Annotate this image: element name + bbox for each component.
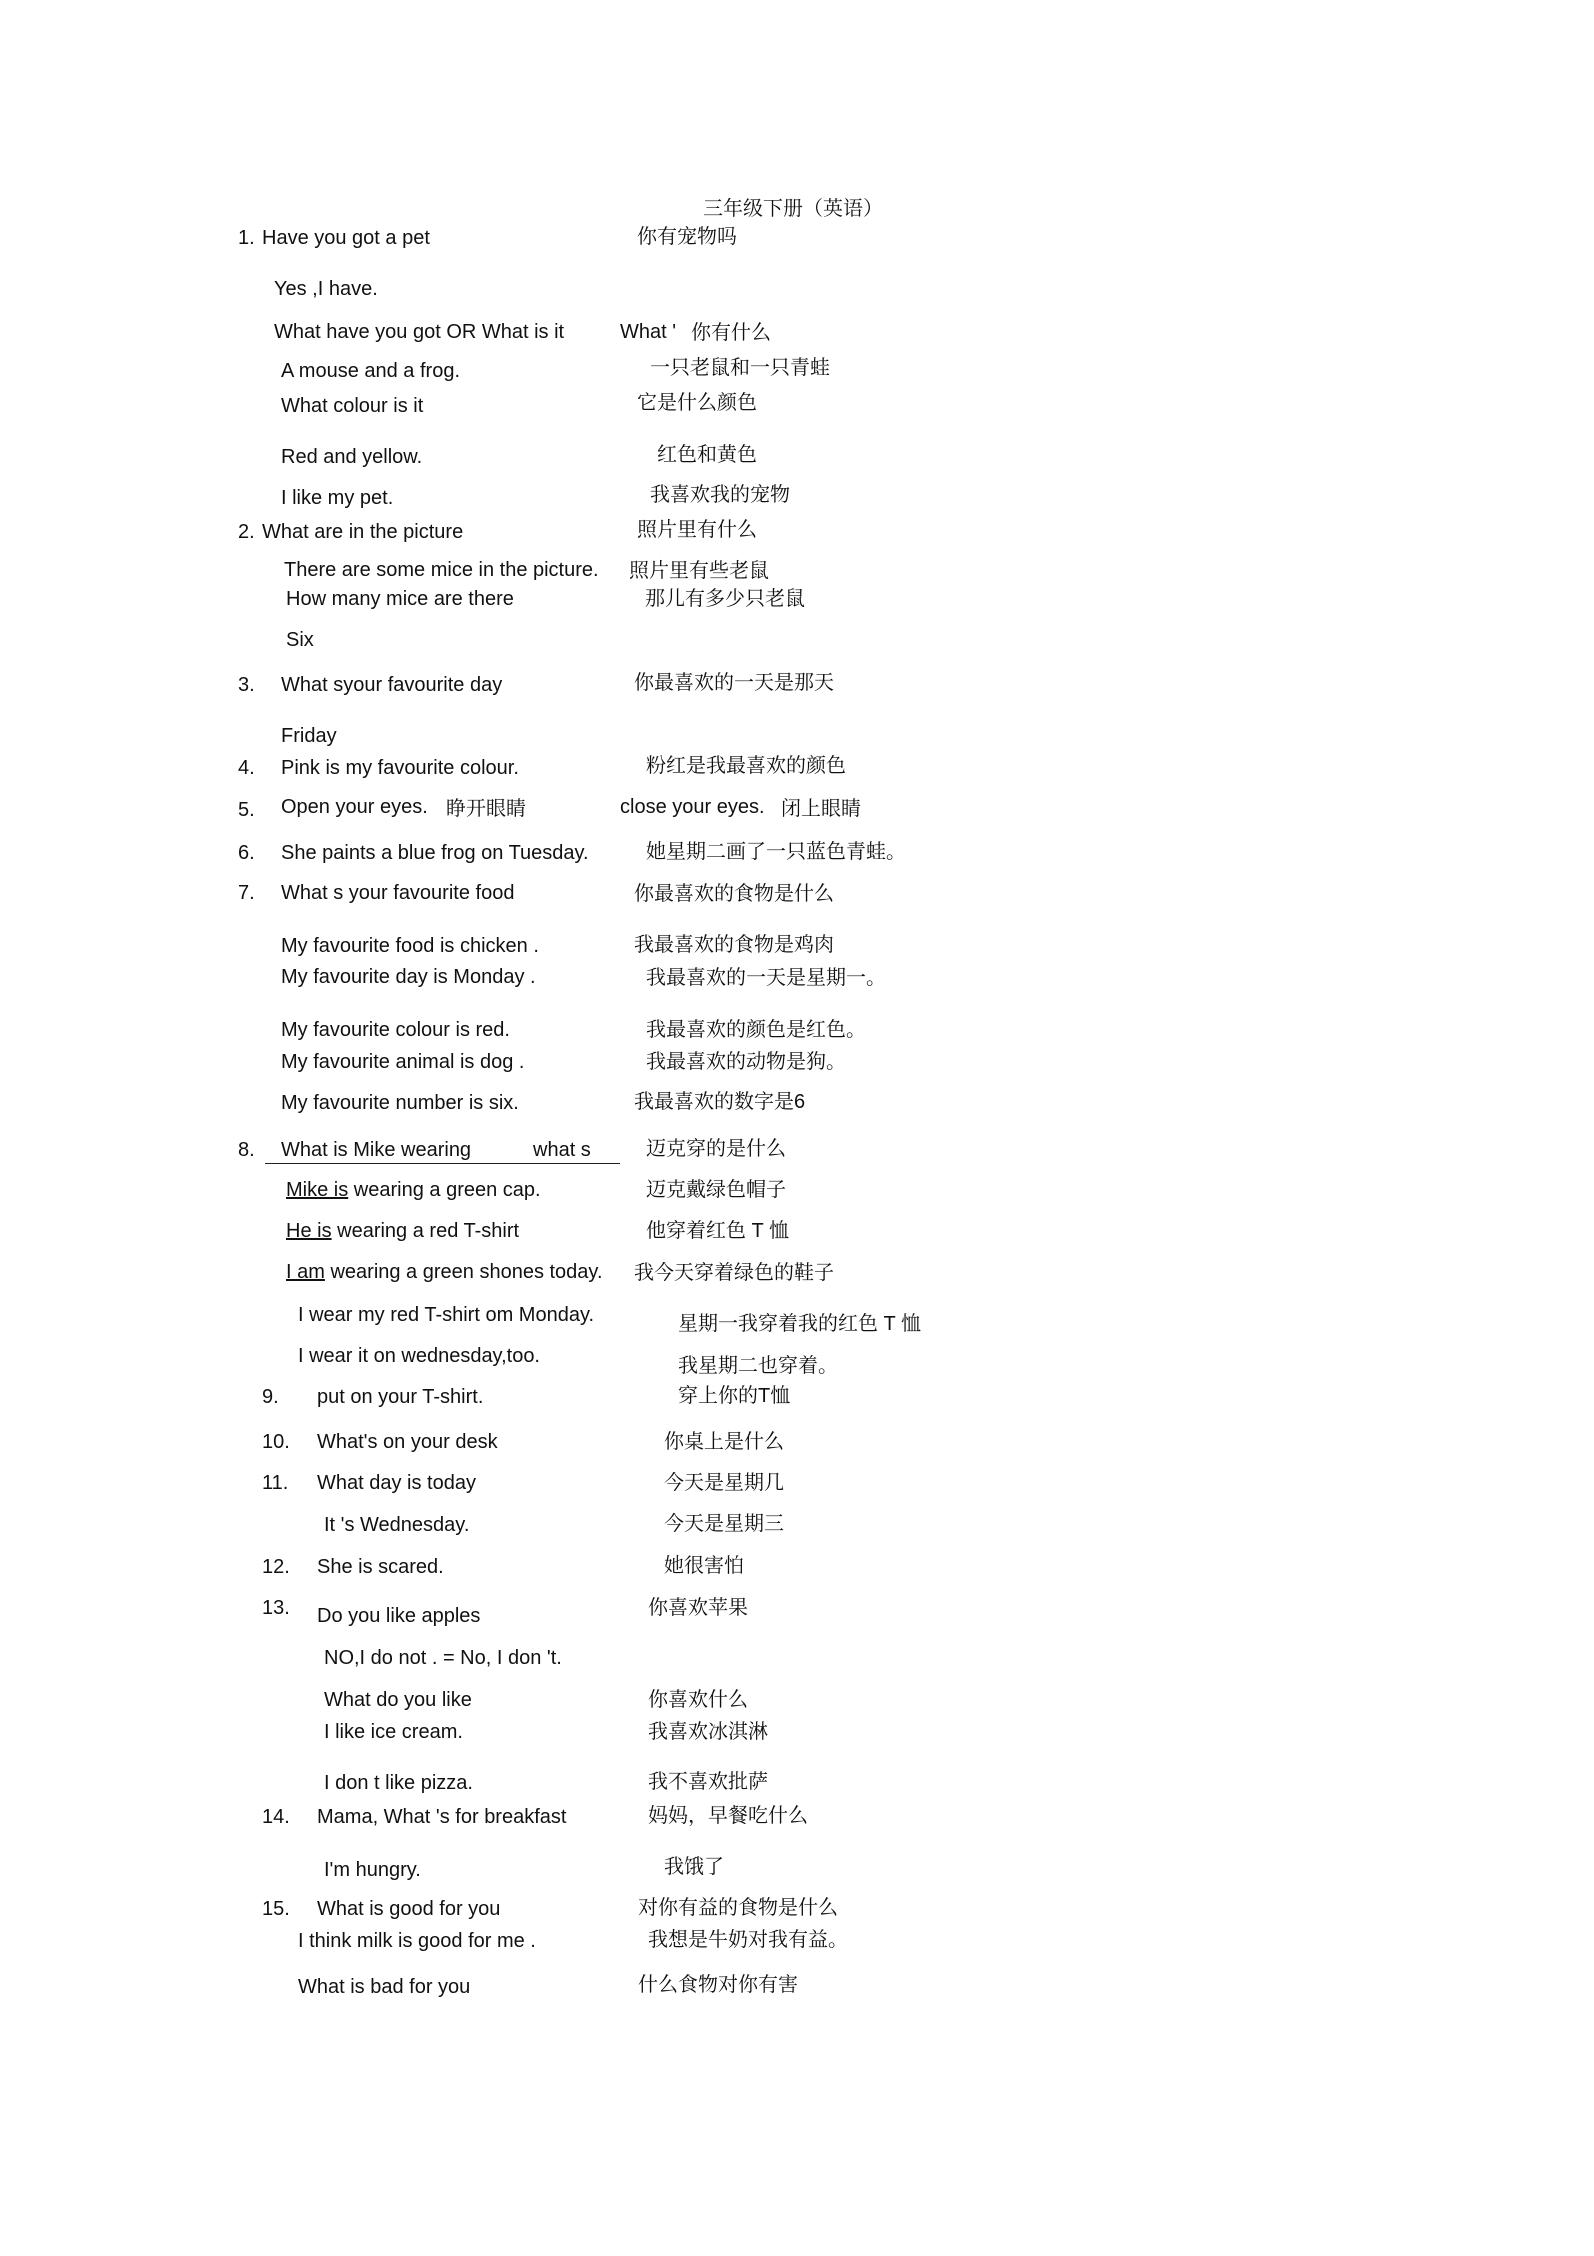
english-line-rest: wearing a red T-shirt [331,1220,520,1242]
english-line: put on your T-shirt. [317,1386,484,1408]
english-line [286,1221,519,1241]
english-line: What is Mike wearing [281,1139,472,1161]
english-line: I'm hungry. [324,1859,421,1881]
item-number: 1. [238,227,255,249]
chinese-line: 粉红是我最喜欢的颜色 [646,755,846,777]
chinese-line: 我喜欢我的宠物 [650,484,790,506]
chinese-line: 我星期二也穿着。 [678,1355,838,1377]
item-number: 2. [238,521,255,543]
english-line: A mouse and a frog. [281,360,461,382]
english-line: Have you got a pet [262,227,430,249]
item-number: 10. [262,1431,290,1453]
english-line: How many mice are there [286,588,514,610]
chinese-line: 我想是牛奶对我有益。 [648,1929,848,1951]
chinese-line: 她很害怕 [664,1555,744,1577]
english-line: Pink is my favourite colour. [281,757,519,779]
english-line: I like ice cream. [324,1721,463,1743]
chinese-line: 你有宠物吗 [637,226,737,248]
item-number: 4. [238,757,255,779]
english-line: What syour favourite day [281,674,503,696]
english-line: What ' [620,321,677,343]
chinese-line: 我最喜欢的数字是6 [634,1091,806,1113]
english-line: I wear my red T-shirt om Monday. [298,1304,595,1326]
chinese-line: 我最喜欢的动物是狗。 [646,1051,846,1073]
english-line: I like my pet. [281,487,394,509]
english-line: My favourite animal is dog . [281,1051,525,1073]
item-number: 3. [238,674,255,696]
chinese-line: 我最喜欢的食物是鸡肉 [634,934,834,956]
chinese-line: 它是什么颜色 [637,392,757,414]
english-line: My favourite food is chicken . [281,935,539,957]
english-line: My favourite day is Monday . [281,966,536,988]
item-number: 7. [238,882,255,904]
item-number: 12. [262,1556,290,1578]
item-number: 6. [238,842,255,864]
chinese-line: 你桌上是什么 [664,1431,784,1453]
chinese-line: 照片里有些老鼠 [629,560,769,582]
english-line: Do you like apples [317,1605,481,1627]
english-line: close your eyes. [620,796,765,818]
chinese-line: 闭上眼睛 [781,798,861,820]
english-line: My favourite colour is red. [281,1019,510,1041]
english-line: I don t like pizza. [324,1772,473,1794]
english-line: Friday [281,725,337,747]
english-line: What is bad for you [298,1976,471,1998]
english-line: Mama, What 's for breakfast [317,1806,567,1828]
chinese-line: 你有什么 [691,322,771,344]
english-line: What day is today [317,1472,476,1494]
chinese-line: 他穿着红色 T 恤 [646,1220,789,1242]
english-line: My favourite number is six. [281,1092,519,1114]
item-number: 8. [238,1139,255,1161]
english-line [286,1180,541,1200]
chinese-line: 什么食物对你有害 [638,1974,798,1996]
chinese-line: 我最喜欢的颜色是红色。 [646,1019,866,1041]
english-line: Open your eyes. [281,796,428,818]
english-line: There are some mice in the picture. [284,559,599,581]
chinese-line: 星期一我穿着我的红色 T 恤 [678,1313,921,1335]
chinese-line: 你喜欢什么 [648,1689,748,1711]
item-number: 11. [262,1472,289,1494]
chinese-line: 红色和黄色 [657,444,757,466]
chinese-line: 我最喜欢的一天是星期一。 [646,967,886,989]
chinese-line: 我饿了 [664,1856,724,1878]
english-line: What have you got OR What is it [274,321,565,343]
item-number: 15. [262,1898,290,1920]
page-title: 三年级下册（英语） [703,198,883,220]
chinese-line: 迈克穿的是什么 [646,1138,786,1160]
chinese-line: 我不喜欢批萨 [648,1771,768,1793]
item-number: 9. [262,1386,279,1408]
chinese-line: 那儿有多少只老鼠 [645,588,805,610]
chinese-line: 我喜欢冰淇淋 [648,1721,768,1743]
underlined-subject: I am [286,1261,325,1283]
english-line: She is scared. [317,1556,444,1578]
chinese-line: 迈克戴绿色帽子 [646,1179,786,1201]
english-line: Six [286,629,314,651]
english-line: She paints a blue frog on Tuesday. [281,842,589,864]
chinese-line: 睁开眼睛 [446,798,526,820]
english-line: What are in the picture [262,521,464,543]
english-line: Yes ,I have. [274,278,378,300]
item-number: 5. [238,799,255,821]
english-line: what s [533,1139,591,1161]
chinese-line: 今天是星期几 [664,1472,784,1494]
underlined-subject: He is [286,1220,332,1242]
chinese-line: 她星期二画了一只蓝色青蛙。 [646,841,906,863]
chinese-line: 对你有益的食物是什么 [638,1897,838,1919]
english-line-rest: wearing a green cap. [348,1179,541,1201]
chinese-line: 今天是星期三 [664,1513,784,1535]
english-line: Red and yellow. [281,446,423,468]
english-line: I think milk is good for me . [298,1930,536,1952]
item-number: 14. [262,1806,290,1828]
underlined-subject: Mike is [286,1179,349,1201]
english-line: What is good for you [317,1898,501,1920]
english-line: I wear it on wednesday,too. [298,1345,540,1367]
english-line: What colour is it [281,395,424,417]
chinese-line: 照片里有什么 [637,519,757,541]
english-line [286,1262,603,1282]
english-line: What do you like [324,1689,472,1711]
english-line-rest: wearing a green shones today. [324,1261,603,1283]
chinese-line: 穿上你的T恤 [678,1385,791,1407]
chinese-line: 妈妈，早餐吃什么 [648,1805,808,1827]
chinese-line: 你喜欢苹果 [648,1597,748,1619]
english-line: What's on your desk [317,1431,498,1453]
chinese-line: 你最喜欢的食物是什么 [634,883,834,905]
chinese-line: 你最喜欢的一天是那天 [634,672,834,694]
english-line: NO,I do not . = No, I don 't. [324,1647,562,1669]
english-line: It 's Wednesday. [324,1514,470,1536]
item-number: 13. [262,1597,290,1619]
english-line: What s your favourite food [281,882,515,904]
chinese-line: 一只老鼠和一只青蛙 [650,357,830,379]
chinese-line: 我今天穿着绿色的鞋子 [634,1262,834,1284]
underline-divider [265,1163,620,1164]
